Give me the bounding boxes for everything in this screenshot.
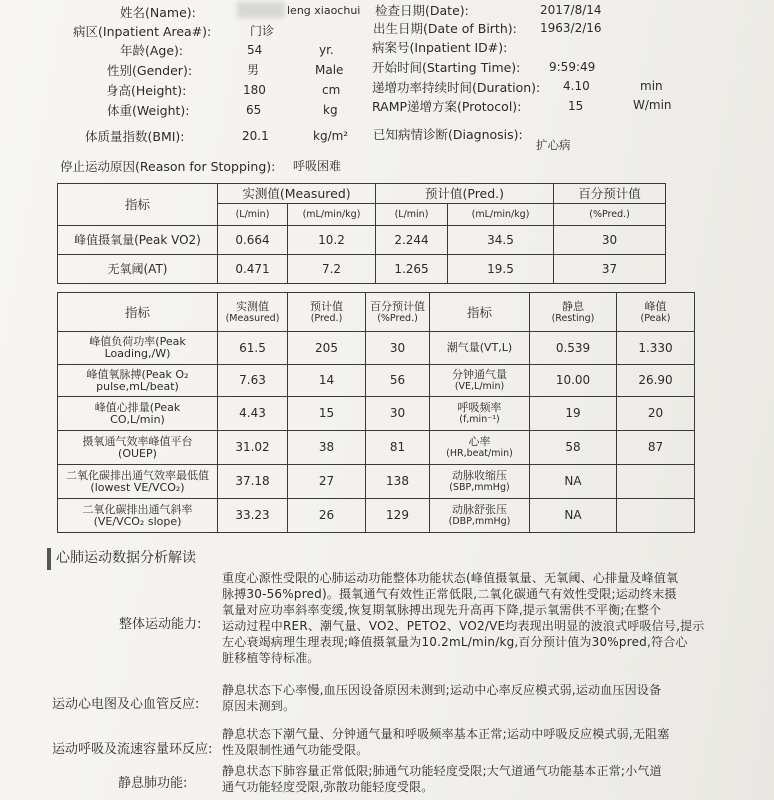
exam-date-value: 2017/8/14 <box>540 3 602 17</box>
height-unit: cm <box>322 83 341 97</box>
section-text-ecg <box>222 682 722 714</box>
t2-row-label-line1: 峰值心排量(Peak <box>94 400 181 414</box>
t2-row-label-line1: 摄氧通气效率峰值平台 <box>82 434 193 448</box>
bmi-value: 20.1 <box>242 129 269 143</box>
t2-right-label-line2: (f,min⁻¹) <box>459 414 500 425</box>
t2-right-label-line2: (SBP,mmHg) <box>449 482 510 493</box>
t1-row-label: 峰值摄氧量(Peak VO2) <box>58 226 218 255</box>
t1-cell: 10.2 <box>288 226 376 255</box>
t2-cell: 26 <box>288 499 366 533</box>
table-row <box>58 431 695 465</box>
oxygen-uptake-table <box>57 183 666 284</box>
t2-row-label-line1: 峰值氧脉搏(Peak O₂ <box>86 367 189 381</box>
t2-cell: 56 <box>366 365 430 397</box>
dob-label: 出生日期(Date of Birth): <box>373 21 517 36</box>
para-line: 重度心源性受限的心肺运动功能整体功能状态(峰值摄氧量、无氧阈、心排量及峰值氧 <box>222 571 679 585</box>
section-label-ecg: 运动心电图及心血管反应: <box>52 697 200 712</box>
t1-cell: 2.244 <box>376 226 448 255</box>
t2-right-label-line1: 动脉舒张压 <box>452 503 507 516</box>
para-line: 静息状态下潮气量、分钟通气量和呼吸频率基本正常;运动中呼吸反应模式弱,无阻塞 <box>222 727 670 741</box>
t2-right-label-line2: (VE,L/min) <box>454 381 505 392</box>
t2-row-label <box>58 431 218 465</box>
t2-row-label-line2: (lowest VE/VCO₂) <box>90 480 185 494</box>
redacted-name <box>237 2 285 18</box>
t2-row-label-line2: pulse,mL/beat) <box>96 379 179 393</box>
para-line: 左心衰竭病理生理表现;峰值摄氧量为10.2mL/min/kg,百分预计值为30%pred,符合心 <box>222 635 688 649</box>
t2-header-peak-zh: 峰值 <box>644 299 667 313</box>
para-line: 运动过程中RER、潮气量、VO2、PETO2、VO2/VE均表现出明显的波浪式呼吸信号,提示 <box>222 619 705 633</box>
bmi-unit: kg/m² <box>313 129 349 143</box>
t2-cell <box>617 465 695 499</box>
start-value: 9:59:49 <box>549 60 596 74</box>
exercise-parameters-table <box>57 292 695 533</box>
t2-header-pred-en: (Pred.) <box>310 312 343 324</box>
t2-right-label <box>430 499 530 533</box>
duration-value: 4.10 <box>563 79 590 93</box>
t2-cell: NA <box>530 465 617 499</box>
t2-cell: 61.5 <box>218 332 288 365</box>
t2-right-label-line1: 动脉收缩压 <box>452 469 507 482</box>
t2-row-label-line1: 峰值负荷功率(Peak <box>89 335 186 348</box>
height-value: 180 <box>243 83 266 97</box>
para-line: 静息状态下心率慢,血压因设备原因未测到;运动中心率反应模式弱,运动血压因设备 <box>222 683 662 697</box>
duration-label: 递增功率持续时间(Duration): <box>372 80 541 95</box>
name-value: leng xiaochui <box>287 4 361 17</box>
t2-header-pct <box>366 293 430 332</box>
t2-cell <box>617 499 695 533</box>
t2-cell: 31.02 <box>218 431 288 465</box>
t2-cell: 37.18 <box>218 465 288 499</box>
t2-header-peak <box>617 293 695 332</box>
t1-cell: 1.265 <box>376 255 448 284</box>
t2-cell: 0.539 <box>530 332 617 365</box>
t2-row-label-line2: Loading,/W) <box>104 347 171 360</box>
t2-cell: 14 <box>288 365 366 397</box>
t2-cell: 87 <box>617 431 695 465</box>
table-row <box>58 226 666 255</box>
area-label: 病区(Inpatient Area#): <box>73 24 212 39</box>
t2-right-label-line2: (HR,beat/min) <box>446 448 513 459</box>
gender-value-en: Male <box>315 63 344 77</box>
t1-cell: 0.664 <box>218 226 288 255</box>
t1-cell: 0.471 <box>218 255 288 284</box>
t2-header-indicator: 指标 <box>58 293 218 332</box>
table-row <box>58 255 666 284</box>
name-label: 姓名(Name): <box>120 5 196 20</box>
section-label-respiratory: 运动呼吸及流速容量环反应: <box>52 742 213 757</box>
analysis-title: 心肺运动数据分析解读 <box>56 550 196 566</box>
t1-header-pct: 百分预计值 <box>554 184 666 204</box>
t2-right-label-line1: 心率 <box>468 435 491 448</box>
gender-label: 性别(Gender): <box>107 63 193 78</box>
height-label: 身高(Height): <box>106 83 187 98</box>
t2-header-measured <box>218 293 288 332</box>
para-line: 氧量对应功率斜率变缓,恢复期氧脉搏出现先升高再下降,提示氧需供不平衡;在整个 <box>222 603 662 617</box>
t2-row-label <box>58 332 218 365</box>
stop-reason-value: 呼吸困难 <box>293 159 342 173</box>
t2-cell: 58 <box>530 431 617 465</box>
t2-right-label-line2: (DBP,mmHg) <box>448 516 511 527</box>
t2-row-label <box>58 365 218 397</box>
start-label: 开始时间(Starting Time): <box>372 60 521 75</box>
t1-cell: 34.5 <box>448 226 554 255</box>
t2-right-label <box>430 465 530 499</box>
table-row <box>58 332 695 365</box>
section-text-lung <box>222 763 722 795</box>
t2-cell: 1.330 <box>617 332 695 365</box>
t2-right-label <box>430 332 530 365</box>
t2-row-label <box>58 397 218 431</box>
t2-header-measured-zh: 实测值 <box>236 299 269 313</box>
para-line: 原因未测到。 <box>222 699 296 713</box>
t2-right-label-line1: 潮气量(VT,L) <box>446 341 513 354</box>
diagnosis-label: 已知病情诊断(Diagnosis): <box>373 127 523 142</box>
para-line: 性及限制性通气功能受限。 <box>222 743 369 757</box>
t2-cell: 81 <box>366 431 430 465</box>
t1-header-measured: 实测值(Measured) <box>218 184 376 204</box>
t2-cell: 205 <box>288 332 366 365</box>
t2-header-rest-en: (Resting) <box>551 312 595 324</box>
dob-value: 1963/2/16 <box>540 21 602 35</box>
table-row <box>58 465 695 499</box>
t2-cell: 138 <box>366 465 430 499</box>
age-unit: yr. <box>319 43 334 57</box>
t2-cell: 20 <box>617 397 695 431</box>
para-line: 通气功能轻度受限,弥散功能轻度受限。 <box>222 780 434 794</box>
age-label: 年龄(Age): <box>120 43 184 58</box>
t2-header-rest <box>530 293 617 332</box>
age-value: 54 <box>247 43 263 57</box>
t2-row-label-line2: CO,L/min) <box>110 412 165 426</box>
t1-unit-mlminkg: (mL/min/kg) <box>288 204 376 226</box>
para-line: 脏移植等待标准。 <box>222 651 320 665</box>
t2-row-label-line2: (VE/VCO₂ slope) <box>93 514 182 528</box>
t2-cell: 7.63 <box>218 365 288 397</box>
t2-header-indicator2: 指标 <box>430 293 530 332</box>
t1-cell: 7.2 <box>288 255 376 284</box>
para-line: 静息状态下肺容量正常低限;肺通气功能轻度受限;大气道通气功能基本正常;小气道 <box>222 764 662 778</box>
t1-row-label: 无氧阈(AT) <box>58 255 218 284</box>
t2-cell: 15 <box>288 397 366 431</box>
t2-cell: 27 <box>288 465 366 499</box>
protocol-unit: W/min <box>633 98 672 112</box>
t2-row-label-line1: 二氧化碳排出通气效率最低值 <box>66 468 209 482</box>
t2-header-measured-en: (Measured) <box>225 312 280 324</box>
gender-value: 男 <box>247 63 260 77</box>
t1-cell: 30 <box>554 226 666 255</box>
t2-cell: 129 <box>366 499 430 533</box>
t2-right-label-line1: 呼吸频率 <box>457 401 502 414</box>
duration-unit: min <box>640 79 663 93</box>
t2-right-label <box>430 431 530 465</box>
section-text-overall <box>222 570 722 666</box>
t2-right-label-line1: 分钟通气量 <box>452 368 507 381</box>
t2-cell: 4.43 <box>218 397 288 431</box>
weight-value: 65 <box>246 103 262 117</box>
section-label-lung: 静息肺功能: <box>118 776 188 791</box>
table-row <box>58 397 695 431</box>
t2-row-label-line2: (OUEP) <box>118 446 157 460</box>
para-line: 脉搏30-56%pred)。摄氧通气有效性正常低限,二氧化碳通气有效性受限;运动终末摄 <box>222 587 677 601</box>
t1-unit-lmin: (L/min) <box>218 204 288 226</box>
t2-cell: 38 <box>288 431 366 465</box>
t2-header-pct-zh: 百分预计值 <box>370 299 425 313</box>
t2-row-label <box>58 499 218 533</box>
t1-unit-pct: (%Pred.) <box>554 204 666 226</box>
diagnosis-value: 扩心病 <box>536 138 571 152</box>
t1-header-indicator: 指标 <box>58 184 218 226</box>
weight-unit: kg <box>323 103 338 117</box>
t2-cell: 30 <box>366 332 430 365</box>
section-label-overall: 整体运动能力: <box>119 617 202 632</box>
t1-cell: 19.5 <box>448 255 554 284</box>
weight-label: 体重(Weight): <box>107 103 190 118</box>
pid-label: 病案号(Inpatient ID#): <box>372 40 508 55</box>
t2-cell: 33.23 <box>218 499 288 533</box>
t2-row-label <box>58 465 218 499</box>
stop-reason-label: 停止运动原因(Reason for Stopping): <box>60 159 276 174</box>
protocol-label: RAMP递增方案(Protocol): <box>372 99 522 114</box>
t2-right-label <box>430 365 530 397</box>
t2-cell: 19 <box>530 397 617 431</box>
protocol-value: 15 <box>568 99 584 113</box>
t2-cell: NA <box>530 499 617 533</box>
t2-cell: 10.00 <box>530 365 617 397</box>
exam-date-label: 检查日期(Date): <box>375 3 469 18</box>
table-row <box>58 499 695 533</box>
t1-cell: 37 <box>554 255 666 284</box>
t2-cell: 30 <box>366 397 430 431</box>
t2-header-rest-zh: 静息 <box>562 299 584 313</box>
t1-unit-mlminkg: (mL/min/kg) <box>448 204 554 226</box>
t2-cell: 26.90 <box>617 365 695 397</box>
t2-header-pred <box>288 293 366 332</box>
t2-row-label-line1: 二氧化碳排出通气斜率 <box>82 502 193 516</box>
t2-header-peak-en: (Peak) <box>640 312 671 324</box>
section-text-respiratory <box>222 726 722 758</box>
t2-header-pred-zh: 预计值 <box>310 299 343 313</box>
area-value: 门诊 <box>250 24 275 38</box>
t1-header-pred: 预计值(Pred.) <box>376 184 554 204</box>
t2-header-pct-en: (%Pred.) <box>377 312 418 324</box>
t1-unit-lmin: (L/min) <box>376 204 448 226</box>
bmi-label: 体质量指数(BMI): <box>85 129 185 144</box>
t2-right-label <box>430 397 530 431</box>
section-marker <box>47 548 51 570</box>
table-row <box>58 365 695 397</box>
